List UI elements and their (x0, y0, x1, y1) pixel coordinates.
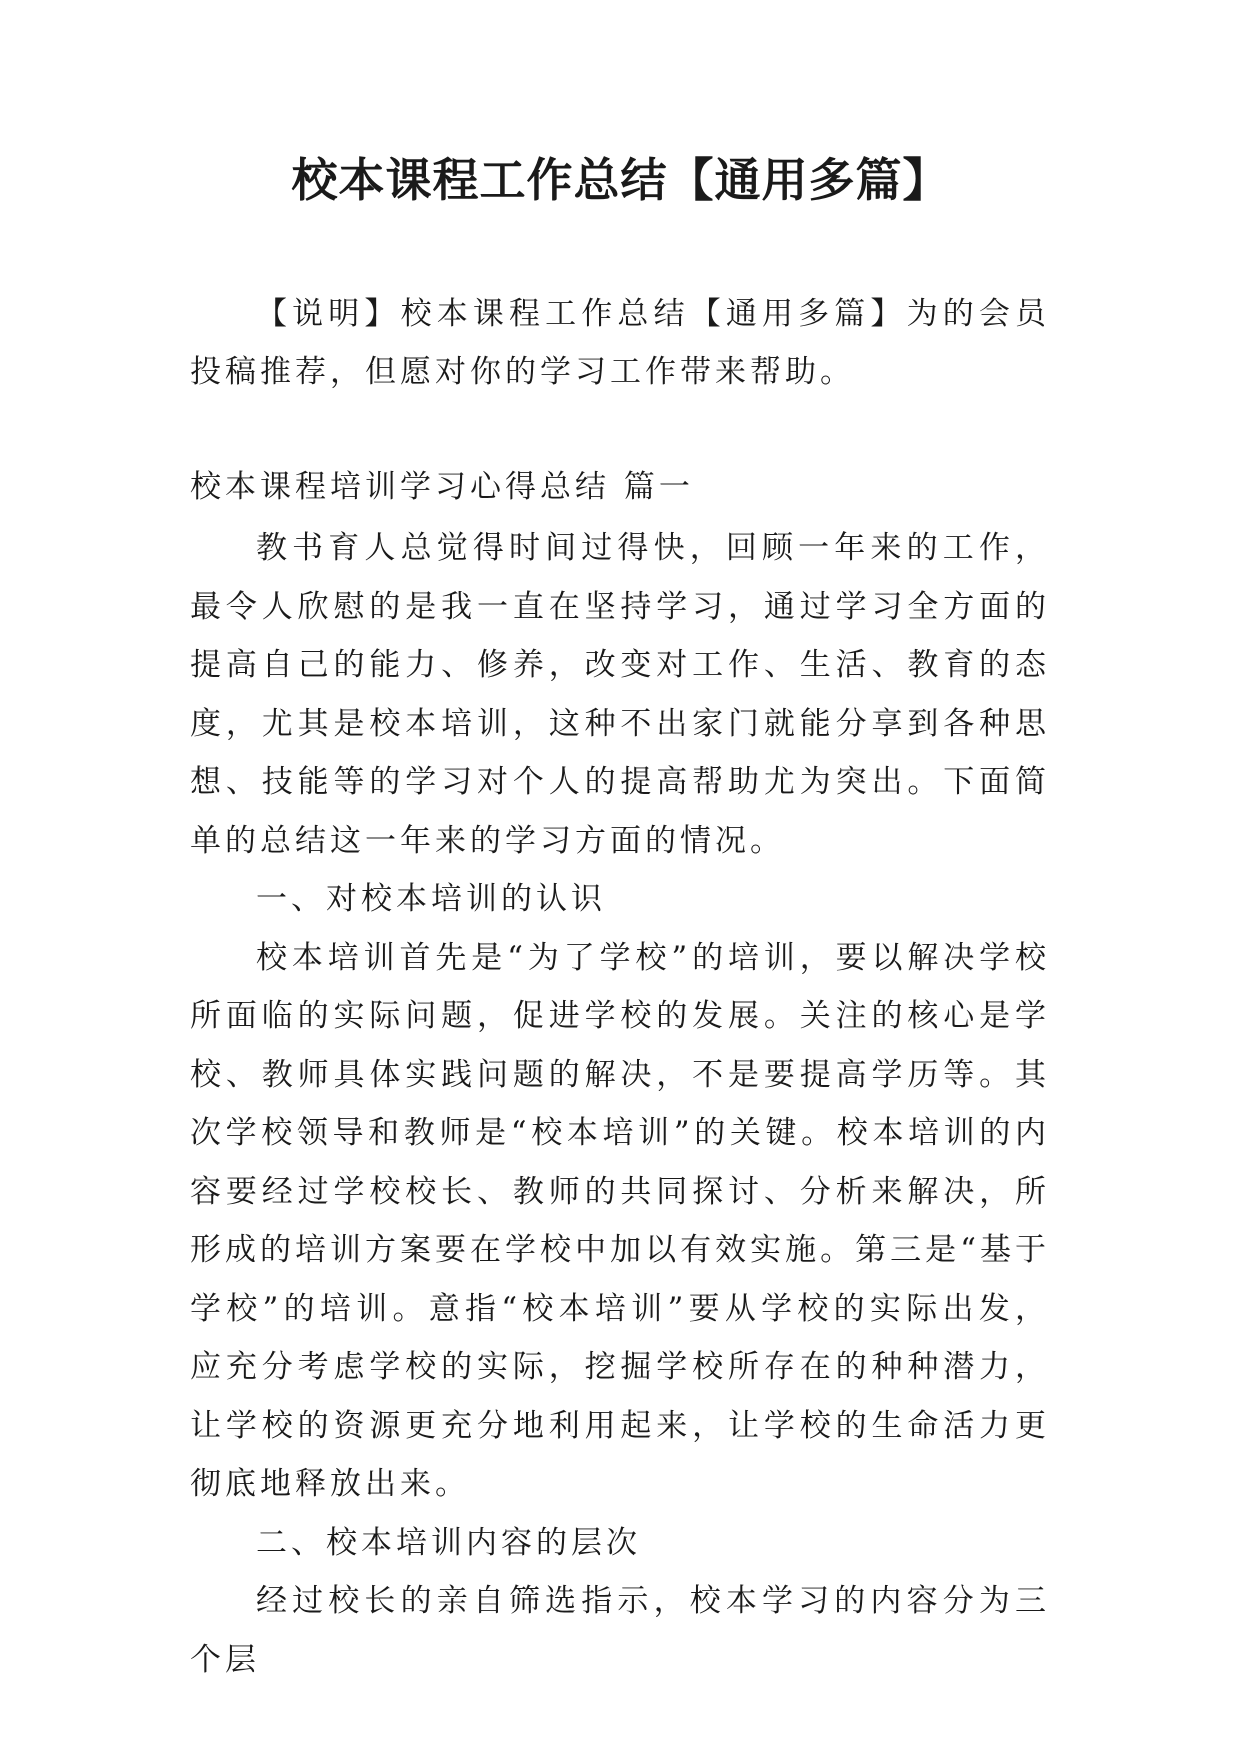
document-title: 校本课程工作总结【通用多篇】 (291, 153, 950, 207)
section-heading: 校本课程培训学习心得总结 篇一 (190, 469, 694, 505)
subheading-2: 二、校本培训内容的层次 (256, 1524, 641, 1561)
subheading-1: 一、对校本培训的认识 (256, 881, 606, 917)
document-body (190, 519, 1050, 1689)
body-paragraph: 教书育人总觉得时间过得快，回顾一年来的工作，最令人欣慰的是我一直在坚持学习，通过学习全方面的提高自己的能力、修养，改变对工作、生活、教育的态度，尤其是校本培训，这种不出家门就能分享到各种思想、技能等的学习对个人的提高帮助尤为突出。下面简单的总结这一年来的学习方面的情况。 (190, 530, 1050, 859)
body-paragraph: 校本培训首先是“为了学校”的培训，要以解决学校所面临的实际问题，促进学校的发展。关注的核心是学校、教师具体实践问题的解决，不是要提高学历等。其次学校领导和教师是“校本培训”的关键。校本培训的内容要经过学校校长、教师的共同探讨、分析来解决，所形成的培训方案要在学校中加以有效实施。第三是“基于学校”的培训。意指“校本培训”要从学校的实际出发，应充分考虑学校的实际，挖掘学校所存在的种种潜力，让学校的资源更充分地利用起来，让学校的生命活力更彻底地释放出来。 (190, 939, 1050, 1502)
intro-paragraph: 【说明】校本课程工作总结【通用多篇】为的会员投稿推荐，但愿对你的学习工作带来帮助。 (190, 296, 1050, 390)
body-paragraph: 经过校长的亲自筛选指示，校本学习的内容分为三个层 (190, 1583, 1050, 1678)
